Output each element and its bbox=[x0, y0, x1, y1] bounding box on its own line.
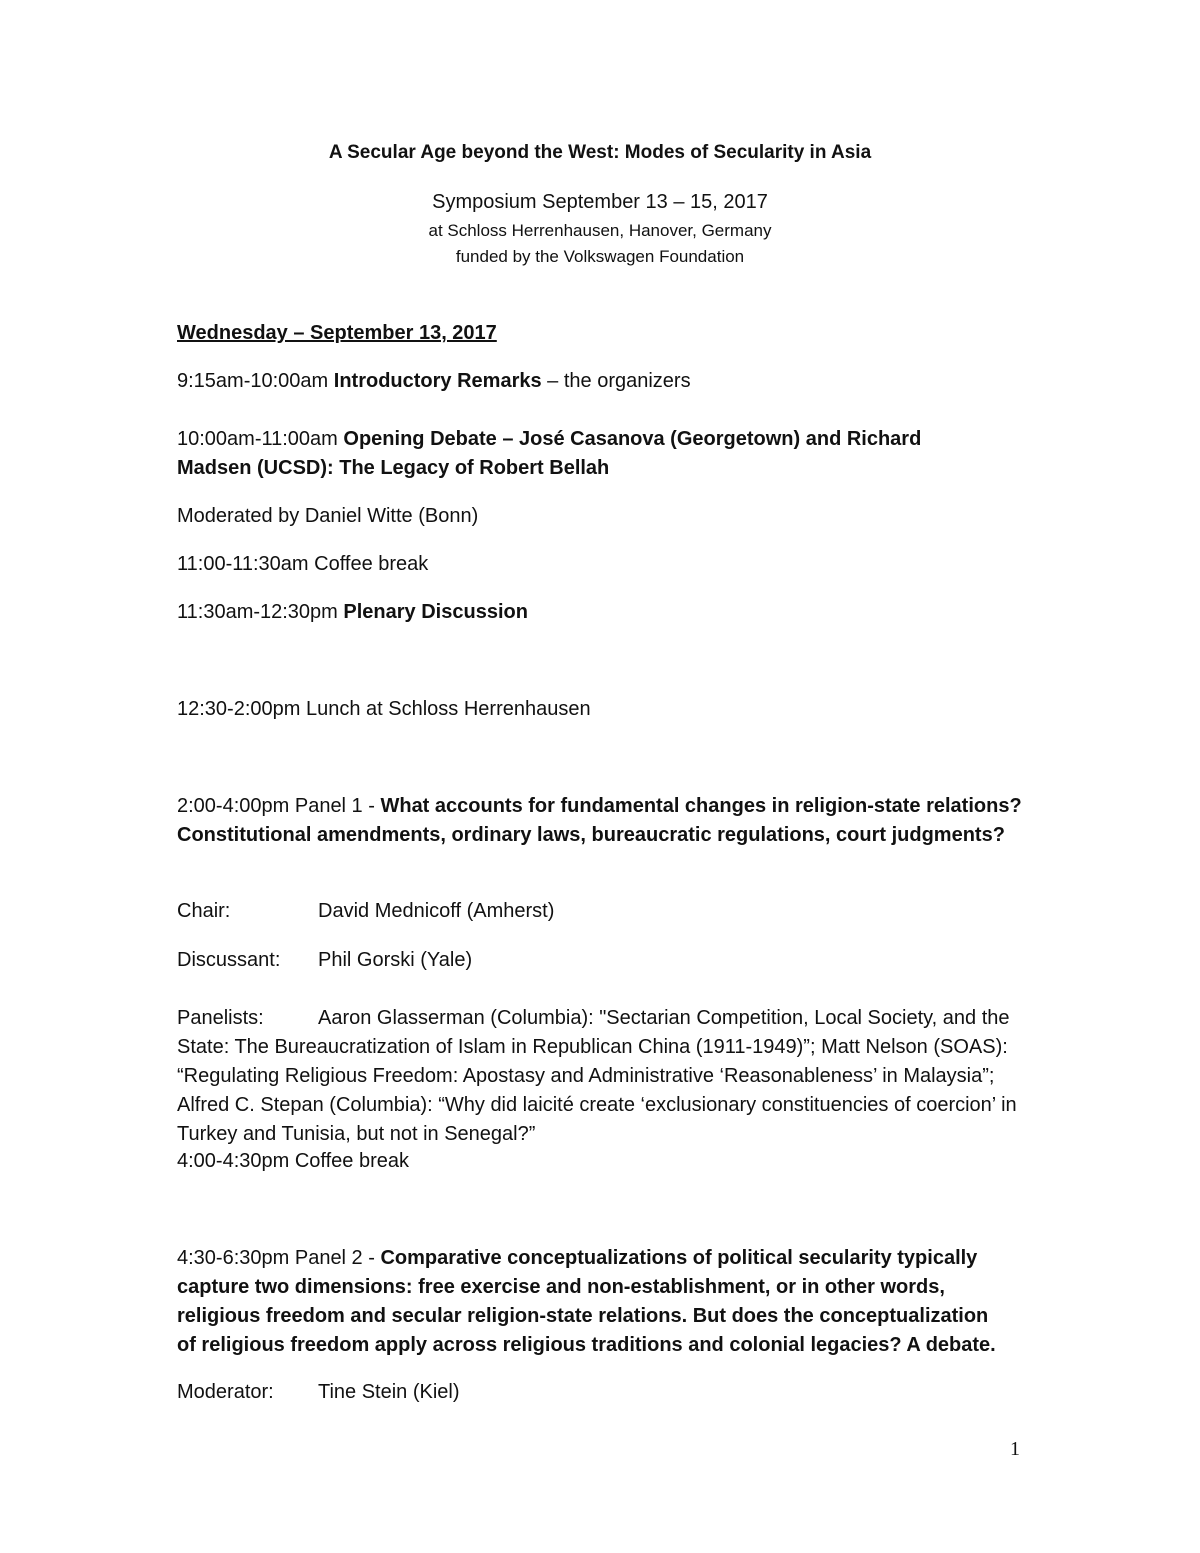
role-person: Phil Gorski (Yale) bbox=[318, 949, 473, 971]
item-time: 11:30am-12:30pm bbox=[177, 601, 344, 623]
symposium-dates: Symposium September 13 – 15, 2017 bbox=[432, 191, 768, 213]
item-moderated-by: Moderated by Daniel Witte (Bonn) bbox=[177, 505, 479, 527]
item-opening-debate bbox=[177, 425, 977, 483]
item-title: Comparative conceptualizations of political secularity typically capture two dimensions: free exercise and non-establishment, or in other words, religious freedom and secular religion-state relations. But does the conceptualization of religious freedom apply across religious traditions and colonial legacies? A debate. bbox=[177, 1247, 996, 1356]
panel-2-moderator bbox=[177, 1378, 1037, 1407]
item-coffee-break-2: 4:00-4:30pm Coffee break bbox=[177, 1150, 410, 1172]
page-number: 1 bbox=[1010, 1438, 1020, 1460]
item-note: – the organizers bbox=[541, 370, 691, 392]
document-title: A Secular Age beyond the West: Modes of Secularity in Asia bbox=[328, 142, 872, 163]
item-time: 10:00am-11:00am bbox=[177, 428, 344, 450]
item-coffee-break-1: 11:00-11:30am Coffee break bbox=[177, 553, 429, 575]
item-title: What accounts for fundamental changes in religion-state relations? Constitutional amendments, ordinary laws, bureaucratic regulations, court judgments? bbox=[177, 795, 1022, 846]
panel-1-panelists bbox=[177, 1004, 1027, 1149]
panel-1-chair bbox=[177, 897, 1037, 926]
item-title: Introductory Remarks bbox=[333, 370, 542, 392]
panelists-list: Aaron Glasserman (Columbia): "Sectarian Competition, Local Society, and the State: The Bureaucratization of Islam in Republican China (1911-1949)”; Matt Nelson (SOAS): “Regulating Religious Freedom: Apostasy and Administrative ‘Reasonableness’ in Malaysia”; Alfred C. Stepan (Columbia): “Why did laicité create ‘exclusionary constituencies of coercion’ in Turkey and Tunisia, but not in Senegal?” bbox=[177, 1007, 1017, 1145]
item-time: 9:15am-10:00am bbox=[177, 370, 334, 392]
role-person: David Mednicoff (Amherst) bbox=[318, 900, 555, 922]
role-label: Moderator: bbox=[177, 1381, 274, 1403]
role-label: Discussant: bbox=[177, 949, 281, 971]
item-panel-1 bbox=[177, 792, 1022, 850]
funding-note: funded by the Volkswagen Foundation bbox=[455, 247, 745, 266]
symposium-location: at Schloss Herrenhausen, Hanover, Germany bbox=[428, 221, 772, 240]
role-person: Tine Stein (Kiel) bbox=[318, 1381, 460, 1403]
item-title: Plenary Discussion bbox=[343, 601, 528, 623]
day-heading: Wednesday – September 13, 2017 bbox=[177, 322, 497, 344]
item-time: 4:30-6:30pm Panel 2 - bbox=[177, 1247, 381, 1269]
item-plenary-discussion bbox=[177, 598, 1037, 627]
item-time: 2:00-4:00pm Panel 1 - bbox=[177, 795, 381, 817]
panel-1-discussant bbox=[177, 946, 1037, 975]
item-lunch: 12:30-2:00pm Lunch at Schloss Herrenhausen bbox=[177, 698, 591, 720]
role-label: Chair: bbox=[177, 900, 231, 922]
item-panel-2 bbox=[177, 1244, 1012, 1360]
item-introductory-remarks bbox=[177, 367, 1037, 396]
role-label: Panelists: bbox=[177, 1007, 264, 1029]
item-title: Opening Debate – José Casanova (Georgetown) and Richard Madsen (UCSD): The Legacy of Robert Bellah bbox=[177, 428, 922, 479]
